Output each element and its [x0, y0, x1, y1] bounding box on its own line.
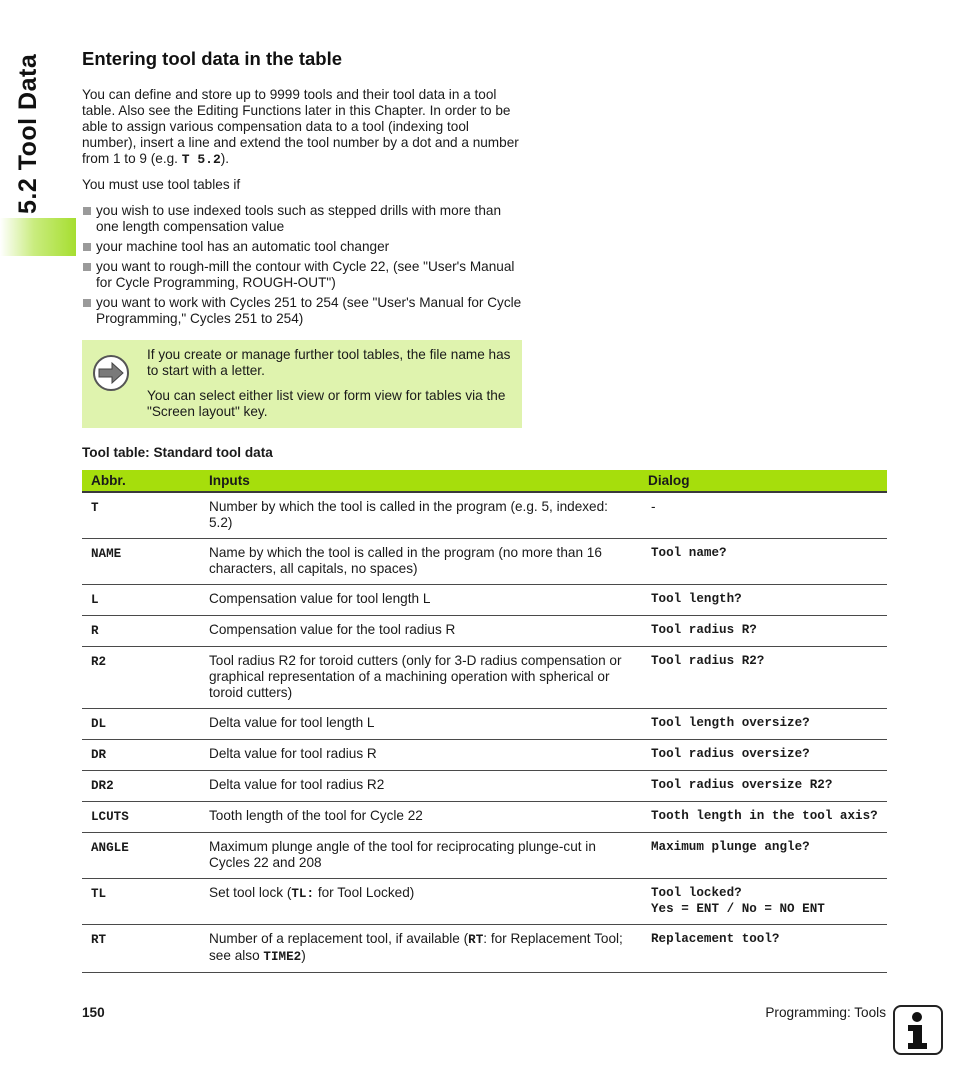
- bullet-square-icon: [83, 243, 91, 251]
- list-item: [82, 259, 527, 291]
- table-row: [82, 833, 887, 879]
- dialog-text: Tooth length in the tool axis?: [651, 809, 878, 823]
- chapter-title-vertical: 5.2 Tool Data: [14, 53, 42, 214]
- note-box: [82, 340, 522, 428]
- dialog-text: Tool name?: [651, 546, 727, 560]
- cell-dialog: [639, 802, 887, 833]
- input-text: for Tool Locked): [314, 885, 415, 900]
- input-code: TIME2: [263, 950, 302, 964]
- table-header-row: [82, 470, 887, 492]
- abbr-code: RT: [91, 933, 107, 947]
- dialog-text-2: Yes = ENT / No = NO ENT: [651, 902, 825, 916]
- abbr-code: T: [91, 501, 99, 515]
- cell-dialog: [639, 709, 887, 740]
- header-dialog: Dialog: [639, 470, 887, 492]
- dialog-text: Tool radius R2?: [651, 654, 765, 668]
- cell-input: Maximum plunge angle of the tool for reciprocating plunge-cut in Cycles 22 and 208: [195, 833, 639, 879]
- dialog-text: Tool radius oversize?: [651, 747, 810, 761]
- dialog-text: Tool length oversize?: [651, 716, 810, 730]
- table-row: [82, 925, 887, 973]
- intro-paragraph: [82, 87, 527, 168]
- abbr-code: NAME: [91, 547, 122, 561]
- tool-data-table: [82, 470, 887, 973]
- dialog-text: Tool radius oversize R2?: [651, 778, 833, 792]
- cell-abbr: [82, 539, 195, 585]
- table-row: [82, 802, 887, 833]
- cell-dialog: [639, 771, 887, 802]
- cell-input: Name by which the tool is called in the program (no more than 16 characters, all capitals, no spaces): [195, 539, 639, 585]
- cell-abbr: [82, 585, 195, 616]
- list-item-text: you want to rough-mill the contour with Cycle 22, (see "User's Manual for Cycle Programming, ROUGH-OUT"): [96, 259, 515, 290]
- header-abbr: Abbr.: [82, 470, 195, 492]
- list-item-text: your machine tool has an automatic tool changer: [96, 239, 390, 254]
- cell-input: [195, 879, 639, 925]
- list-item-text: you wish to use indexed tools such as stepped drills with more than one length compensation value: [96, 203, 502, 234]
- cell-dialog: [639, 616, 887, 647]
- cell-input: Delta value for tool length L: [195, 709, 639, 740]
- input-code: RT: [468, 933, 484, 947]
- dialog-text: Tool radius R?: [651, 623, 757, 637]
- cell-abbr: [82, 647, 195, 709]
- section-heading: Entering tool data in the table: [82, 48, 343, 69]
- cell-abbr: [82, 833, 195, 879]
- abbr-code: TL: [91, 887, 107, 901]
- table-caption: Tool table: Standard tool data: [82, 445, 273, 460]
- cell-dialog: [639, 647, 887, 709]
- side-tab-marker: [0, 218, 76, 256]
- cell-abbr: [82, 709, 195, 740]
- dialog-text: Maximum plunge angle?: [651, 840, 810, 854]
- cell-dialog: [639, 740, 887, 771]
- abbr-code: DR: [91, 748, 107, 762]
- bullet-square-icon: [83, 207, 91, 215]
- table-row: [82, 585, 887, 616]
- table-row: [82, 771, 887, 802]
- list-item: [82, 295, 527, 327]
- cell-input: [195, 925, 639, 973]
- input-text: : for Replacement Tool; see also: [209, 931, 623, 963]
- cell-abbr: [82, 802, 195, 833]
- must-use-text: You must use tool tables if: [82, 177, 241, 192]
- cell-input: Number by which the tool is called in the program (e.g. 5, indexed: 5.2): [195, 492, 639, 539]
- list-item-text: you want to work with Cycles 251 to 254 (see "User's Manual for Cycle Programming," Cycles 251 to 254): [96, 295, 522, 326]
- abbr-code: L: [91, 593, 99, 607]
- cell-dialog: [639, 539, 887, 585]
- bullet-square-icon: [83, 299, 91, 307]
- table-row: [82, 879, 887, 925]
- cell-input: Tooth length of the tool for Cycle 22: [195, 802, 639, 833]
- side-tab: [0, 0, 76, 1091]
- table-row: [82, 492, 887, 539]
- dialog-text: -: [651, 499, 656, 514]
- bullet-list: [82, 203, 527, 331]
- cell-input: Compensation value for tool length L: [195, 585, 639, 616]
- abbr-code: ANGLE: [91, 841, 129, 855]
- info-icon: [893, 1005, 943, 1055]
- input-text: Set tool lock (: [209, 885, 292, 900]
- page-number: 150: [82, 1005, 105, 1020]
- dialog-text: Tool length?: [651, 592, 742, 606]
- input-code: TL:: [291, 887, 315, 901]
- cell-input: Delta value for tool radius R: [195, 740, 639, 771]
- abbr-code: R2: [91, 655, 107, 669]
- cell-abbr: [82, 492, 195, 539]
- cell-dialog: [639, 925, 887, 973]
- cell-abbr: [82, 616, 195, 647]
- input-text: Number of a replacement tool, if available (: [209, 931, 469, 946]
- table-row: [82, 647, 887, 709]
- cell-input: Tool radius R2 for toroid cutters (only for 3-D radius compensation or graphical representation of a machining operation with spherical or toroid cutters): [195, 647, 639, 709]
- cell-abbr: [82, 879, 195, 925]
- table-row: [82, 616, 887, 647]
- cell-input: Delta value for tool radius R2: [195, 771, 639, 802]
- footer-section: Programming: Tools: [765, 1005, 886, 1020]
- list-item: [82, 239, 527, 255]
- intro-text: You can define and store up to 9999 tools and their tool data in a tool table. Also see the Editing Functions later in this Chapter. In order to be able to assign various compensation data to a tool (indexing tool number), insert a line and extend the tool number by a dot and a number from 1 to 9 (e.g.: [82, 87, 519, 166]
- input-text: ): [301, 948, 306, 963]
- cell-dialog: [639, 585, 887, 616]
- bullet-square-icon: [83, 263, 91, 271]
- cell-dialog: [639, 879, 887, 925]
- table-row: [82, 709, 887, 740]
- dialog-text: Tool locked?: [651, 886, 742, 900]
- cell-input: Compensation value for the tool radius R: [195, 616, 639, 647]
- intro-code: T 5.2: [181, 152, 221, 167]
- abbr-code: LCUTS: [91, 810, 129, 824]
- arrow-right-icon: [92, 354, 130, 392]
- list-item: [82, 203, 527, 235]
- cell-dialog: [639, 492, 887, 539]
- header-inputs: Inputs: [195, 470, 639, 492]
- abbr-code: DL: [91, 717, 107, 731]
- table-row: [82, 539, 887, 585]
- abbr-code: R: [91, 624, 99, 638]
- note-line-2: You can select either list view or form view for tables via the "Screen layout" key.: [147, 388, 506, 419]
- cell-abbr: [82, 740, 195, 771]
- dialog-text: Replacement tool?: [651, 932, 780, 946]
- abbr-code: DR2: [91, 779, 114, 793]
- note-line-1: If you create or manage further tool tables, the file name has to start with a letter.: [147, 347, 511, 378]
- table-row: [82, 740, 887, 771]
- intro-text-end: ).: [220, 151, 230, 166]
- cell-abbr: [82, 771, 195, 802]
- cell-dialog: [639, 833, 887, 879]
- cell-abbr: [82, 925, 195, 973]
